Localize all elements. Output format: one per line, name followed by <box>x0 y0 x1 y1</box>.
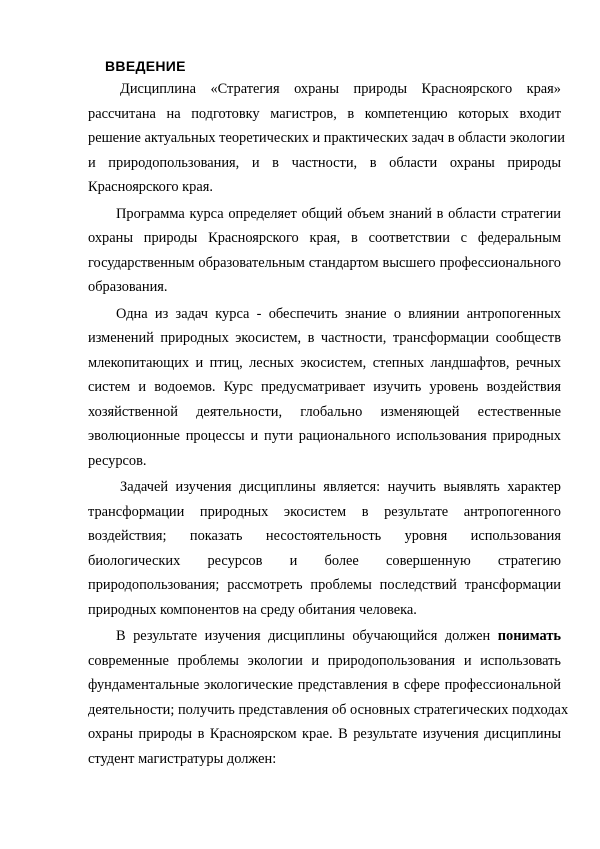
body-text <box>88 77 569 771</box>
text-line: млекопитающих и птиц, лесных экосистем, степных ландшафтов, речных <box>88 354 561 371</box>
text-line: государственным образовательным стандартом высшего профессионального <box>88 254 561 271</box>
text-line: трансформации природных экосистем в результате антропогенного <box>88 503 561 520</box>
paragraph-4 <box>88 475 561 622</box>
text-line: Дисциплина «Стратегия охраны природы Красноярского края» <box>120 81 561 97</box>
text-line: и природопользования, и в частности, в области охраны природы <box>88 154 561 171</box>
text-line: биологических ресурсов и более совершенную стратегию <box>88 552 561 569</box>
text-line: ресурсов. <box>88 452 147 469</box>
text-run: В результате изучения дисциплины обучающийся должен <box>116 628 491 644</box>
text-line: охраны природы Красноярского края, в соответствии с федеральным <box>88 230 561 246</box>
text-line: Одна из задач курса - обеспечить знание о влиянии антропогенных <box>116 305 561 322</box>
text-line: студент магистратуры должен: <box>88 750 277 767</box>
text-line: образования. <box>88 279 168 295</box>
text-line: Задачей изучения дисциплины является: научить выявлять характер <box>120 479 561 495</box>
text-line: охраны природы в Красноярском крае. В результате изучения дисциплины <box>88 726 561 742</box>
paragraph-5 <box>88 624 569 771</box>
section-heading: ВВЕДЕНИЕ <box>105 58 186 74</box>
text-line: современные проблемы экологии и природопользования и использовать <box>88 652 561 669</box>
text-line <box>88 624 561 649</box>
text-line: природопользования; рассмотреть проблемы последствий трансформации <box>88 577 561 593</box>
text-line: деятельности; получить представления об основных стратегических подходах <box>88 701 569 718</box>
text-line: рассчитана на подготовку магистров, в компетенцию которых входит <box>88 105 561 122</box>
text-line: природных компонентов на среду обитания человека. <box>88 601 417 618</box>
text-line: Программа курса определяет общий объем знаний в области стратегии <box>116 205 561 222</box>
text-line: систем и водоемов. Курс предусматривает изучить уровень воздействия <box>88 379 561 395</box>
text-line: фундаментальные экологические представления в сфере профессиональной <box>88 677 561 693</box>
text-line: воздействия; показать несостоятельность уровня использования <box>88 528 561 544</box>
text-line: эволюционные процессы и пути рационального использования природных <box>88 428 561 444</box>
text-line: хозяйственной деятельности, глобально изменяющей естественные <box>88 403 561 420</box>
text-line: изменений природных экосистем, в частности, трансформации сообществ <box>88 330 561 346</box>
bold-term: понимать <box>497 628 561 644</box>
paragraph-2 <box>88 202 561 300</box>
text-line: решение актуальных теоретических и практических задач в области экологии <box>88 130 565 146</box>
paragraph-1 <box>88 77 565 200</box>
text-line: Красноярского края. <box>88 179 213 195</box>
paragraph-3 <box>88 302 561 474</box>
